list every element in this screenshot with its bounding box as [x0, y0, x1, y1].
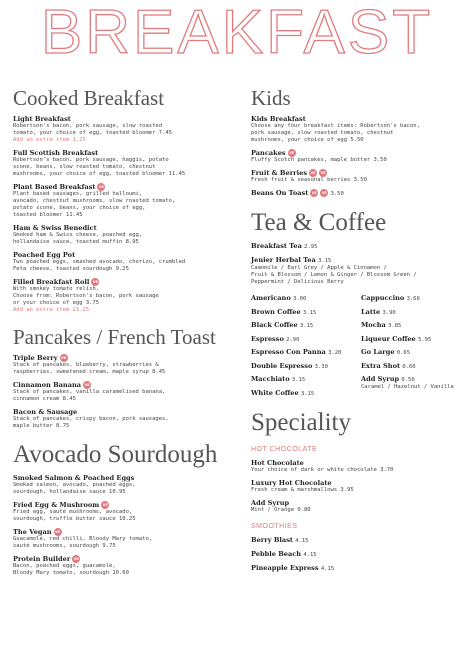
- item-name-row: [13, 183, 245, 191]
- item-price: 3.15: [301, 390, 315, 397]
- menu-item: [13, 251, 245, 273]
- section-title-pancakes: Pancakes / French Toast: [13, 325, 216, 349]
- vegan-badge-icon: VE: [92, 280, 98, 284]
- item-price: 3.15: [318, 258, 332, 264]
- vegan-badge-icon: VE: [61, 356, 67, 360]
- coffee-item: [361, 348, 467, 357]
- menu-item: [251, 115, 467, 144]
- item-description: Choose any four breakfast items: Robertson's bacon, pork sausage, slow roasted tomato, chestnut mushrooms, your choice of egg 5.50: [251, 123, 420, 143]
- item-name: Cinnamon Banana: [13, 381, 82, 389]
- menu-item: [13, 474, 245, 496]
- item-price: 5.95: [418, 336, 432, 343]
- item-name: Hot Chocolate: [251, 458, 304, 467]
- left-column: [13, 86, 245, 577]
- item-price: 2.95: [304, 244, 318, 250]
- menu-item: [251, 189, 467, 198]
- coffee-item: [361, 362, 467, 371]
- item-description: Guacamole, red chilli, Bloody Mary tomato, sauté mushrooms, sourdough 9.75: [13, 536, 153, 549]
- item-price: 3.30: [314, 363, 328, 370]
- item-description: With smokey tomato relish. Choose from: Robertson's bacon, pork sausage or your choice of egg 3.75: [13, 286, 159, 306]
- item-name: Fried Egg & Mushroom: [13, 501, 100, 509]
- item-name: Beans On Toast: [251, 189, 309, 197]
- item-name-row: [13, 528, 245, 536]
- menu-item: [251, 536, 467, 545]
- item-name: Liqueur Coffee: [361, 334, 416, 343]
- item-name-row: [251, 550, 467, 559]
- item-name: Black Coffee: [251, 321, 298, 329]
- item-description: Your choice of dark or white chocolate 3.70: [251, 466, 394, 473]
- item-price: 4.15: [295, 537, 309, 544]
- item-name: Cappuccino: [361, 294, 405, 302]
- coffee-item: [251, 348, 361, 357]
- item-price: 0.50: [401, 377, 415, 383]
- item-name: Filled Breakfast Roll: [13, 278, 90, 286]
- item-name: White Coffee: [251, 388, 299, 397]
- item-description: Stack of pancakes, vanilla caramelised banana, cinnamon cream 8.45: [13, 389, 166, 402]
- item-name-row: [251, 256, 467, 265]
- vegan-badge-icon: VE: [321, 191, 327, 195]
- menu-item: [13, 528, 245, 550]
- right-column: [251, 86, 467, 573]
- coffee-item: [251, 362, 361, 371]
- item-name: Go Large: [361, 348, 395, 356]
- item-description: Smoked salmon, avocado, poached eggs, sourdough, hollandaise sauce 10.95: [13, 482, 136, 495]
- item-price: 0.65: [396, 350, 411, 356]
- item-name: Extra Shot: [361, 361, 401, 370]
- menu-item: [251, 550, 467, 559]
- item-name: Smoked Salmon & Poached Eggs: [13, 474, 135, 482]
- item-name-row: [251, 242, 467, 251]
- item-price: 3.15: [302, 309, 317, 316]
- vegan-badge-icon: VE: [289, 151, 295, 155]
- smoothies-list: [251, 536, 467, 573]
- vegan-badge-icon: VE: [320, 171, 326, 175]
- item-name: Protein Builder: [13, 555, 71, 563]
- item-name: The Vegan: [13, 528, 52, 536]
- menu-item: [13, 555, 245, 577]
- item-description: Two poached eggs, smashed avocado, chorizo, crumbled Feta cheese, toasted sourdough 9.25: [13, 259, 186, 272]
- item-description: Camomile / Earl Grey / Apple & Cinnamon / Fruit & Blossom / Lemon & Ginger / Blossom Green / Peppermint / Delicious Berry: [251, 265, 417, 285]
- item-name: Pancakes: [251, 149, 286, 157]
- menu-item: [13, 224, 245, 246]
- item-description: Fresh cream & marshmallows 3.95: [251, 486, 354, 493]
- item-extra: Add an extra item £1.25: [13, 307, 90, 313]
- menu-item: [13, 183, 245, 219]
- item-name: Poached Egg Pot: [13, 251, 76, 259]
- item-name: Light Breakfast: [13, 115, 71, 123]
- item-price: 3.50: [330, 191, 344, 197]
- menu-item: [251, 564, 467, 573]
- item-name: Brown Coffee: [251, 307, 301, 316]
- coffee-item: [251, 308, 361, 317]
- section-title-kids: Kids: [251, 86, 291, 110]
- coffee-item: [251, 389, 361, 398]
- item-name-row: [251, 149, 467, 157]
- hot-chocolate-list: [251, 459, 467, 514]
- vegan-badge-icon: VE: [310, 171, 316, 175]
- item-name: Espresso: [251, 334, 284, 343]
- item-name-row: [13, 278, 245, 286]
- item-name: Jenier Herbal Tea: [251, 256, 316, 264]
- item-description: Smoked ham & Swiss cheese, poached egg, hollandaise sauce, toasted muffin 8.95: [13, 232, 143, 245]
- menu-item: [251, 149, 467, 164]
- item-description: Fluffy Scotch pancakes, maple butter 3.50: [251, 157, 387, 163]
- item-name: Mocha: [361, 321, 386, 329]
- menu-item: [13, 115, 245, 144]
- item-description: Bacon, poached eggs, guacamole, Bloody Mary tomato, sourdough 10.60: [13, 563, 129, 576]
- item-name-row: [251, 169, 467, 177]
- item-price: 3.15: [299, 323, 314, 329]
- coffee-item: [361, 321, 467, 330]
- item-description: Stack of pancakes, blueberry, strawberries & raspberries, sweetened cream, maple syrup 8.45: [13, 362, 166, 375]
- item-price: 3.00: [293, 296, 307, 302]
- item-price: 3.90: [382, 309, 396, 316]
- coffee-item: [361, 375, 467, 391]
- item-name: Double Espresso: [251, 361, 313, 370]
- item-name: Ham & Swiss Benedict: [13, 224, 97, 232]
- item-price: 3.15: [291, 377, 306, 383]
- item-description: Fresh fruit & seasonal berries 3.50: [251, 177, 367, 183]
- item-extra: Add an extra item 1.25: [13, 137, 86, 143]
- menu-item: [13, 354, 245, 376]
- vegan-badge-icon: VE: [102, 503, 108, 507]
- menu-item: [13, 149, 245, 178]
- vegan-badge-icon: VE: [55, 530, 61, 534]
- item-price: 0.60: [402, 363, 416, 370]
- section-title-speciality: Speciality: [251, 408, 351, 436]
- item-name: Fruit & Berries: [251, 169, 308, 177]
- menu-item: [251, 169, 467, 184]
- item-name: Pebble Beach: [251, 549, 302, 558]
- item-price: 3.85: [388, 323, 402, 329]
- menu-item: [13, 278, 245, 314]
- item-price: 4.15: [320, 565, 335, 572]
- subheading-hot-chocolate: HOT CHOCOLATE: [251, 445, 318, 453]
- menu-title: BREAKFAST: [40, 0, 434, 67]
- item-name: Full Scottish Breakfast: [13, 149, 99, 157]
- item-name: Breakfast Tea: [251, 242, 302, 250]
- coffee-grid: [251, 294, 467, 398]
- menu-item: [251, 479, 467, 494]
- menu-item: [251, 499, 467, 514]
- item-name: Espresso Con Panna: [251, 348, 326, 356]
- item-name-row: [13, 354, 245, 362]
- vegan-badge-icon: VE: [98, 185, 105, 189]
- vegan-badge-icon: VE: [311, 191, 317, 195]
- coffee-item: [361, 294, 467, 303]
- item-name: Macchiato: [251, 375, 290, 383]
- vegan-badge-icon: VE: [84, 383, 90, 387]
- item-price: 2.90: [286, 336, 300, 343]
- item-name: Triple Berry: [13, 354, 58, 362]
- item-description: Caramel / Hazelnut / Vanilla: [361, 384, 454, 390]
- subheading-smoothies: SMOOTHIES: [251, 522, 298, 530]
- menu-item: [251, 459, 467, 474]
- item-price: 3.60: [406, 296, 420, 302]
- section-title-avocado-sourdough: Avocado Sourdough: [13, 441, 218, 468]
- item-name: Americano: [251, 294, 291, 302]
- item-price: 3.20: [328, 350, 342, 356]
- item-name: Latte: [361, 307, 381, 316]
- coffee-item: [251, 335, 361, 344]
- item-name: Add Syrup: [361, 375, 400, 383]
- item-name: Plant Based Breakfast: [13, 183, 96, 191]
- item-name-row: [13, 501, 245, 509]
- item-description: Fried egg, sauté mushrooms, avocado, sourdough, truffle butter sauce 10.25: [13, 509, 136, 522]
- item-description: Stack of pancakes, crispy bacon, pork sausages, maple butter 8.75: [13, 416, 169, 429]
- item-name-row: [13, 555, 245, 563]
- kids-list: [251, 115, 467, 198]
- menu-item: [251, 256, 467, 286]
- menu-item: [13, 381, 245, 403]
- vegan-badge-icon: VE: [73, 557, 79, 561]
- coffee-item: [361, 308, 467, 317]
- section-title-tea-coffee: Tea & Coffee: [251, 209, 387, 236]
- pancakes-list: [13, 354, 245, 430]
- item-name-row: [251, 536, 467, 545]
- item-name: Add Syrup: [251, 498, 290, 507]
- menu-item: [13, 501, 245, 523]
- item-name: Luxury Hot Chocolate: [251, 478, 332, 487]
- item-description: Plant based sausages, grilled halloumi, avocado, chestnut mushrooms, slow roasted tomato, potato scone, beans, your choice of egg, toasted bloomer 11.45: [13, 191, 176, 218]
- item-name: Berry Blast: [251, 535, 293, 544]
- avocado-list: [13, 474, 245, 577]
- item-price: 4.15: [303, 551, 317, 558]
- section-title-cooked-breakfast: Cooked Breakfast: [13, 86, 165, 110]
- item-description: Robertson's bacon, pork sausage, slow roasted tomato, your choice of egg, toasted bloomer 7.45: [13, 123, 172, 136]
- menu-item: [251, 242, 467, 251]
- item-name-row: [13, 381, 245, 389]
- item-name: Pineapple Express: [251, 563, 319, 572]
- coffee-item: [251, 321, 361, 330]
- coffee-item: [361, 335, 467, 344]
- item-name: Bacon & Sausage: [13, 408, 78, 416]
- menu-item: [13, 408, 245, 430]
- item-name-row: [251, 564, 467, 573]
- cooked-breakfast-list: [13, 115, 245, 314]
- item-description: Mint / Orange 0.80: [251, 506, 311, 513]
- item-name-row: [251, 189, 467, 198]
- item-description: Robertson's bacon, pork sausage, haggis, potato scone, beans, slow roasted tomato, chestnut mushrooms, your choice of egg, toasted bloomer 11.45: [13, 157, 186, 177]
- item-name: Kids Breakfast: [251, 115, 306, 123]
- coffee-item: [251, 294, 361, 303]
